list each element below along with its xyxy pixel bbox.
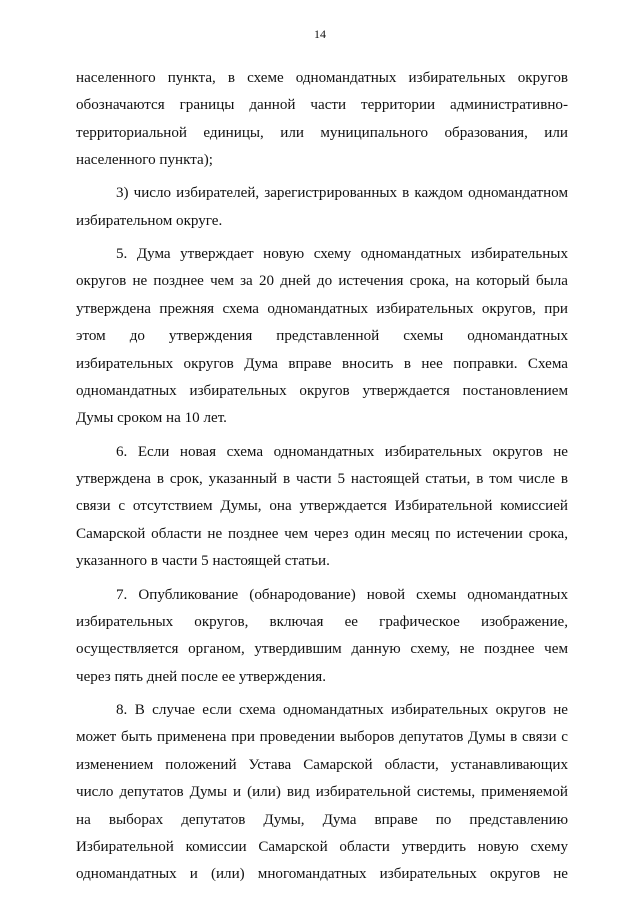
text-line: одномандатных избирательных округов утверждается постановлением: [76, 383, 568, 400]
text-line: может быть применена при проведении выборов депутатов Думы в связи с: [76, 729, 568, 746]
text-line: населенного пункта);: [76, 152, 213, 169]
text-line: утверждена прежняя схема одномандатных избирательных округов, при: [76, 300, 568, 317]
page-number: 14: [314, 27, 326, 41]
text-line: осуществляется органом, утвердившим данную схему, не позднее чем: [76, 641, 568, 658]
paragraph-part-5: [76, 241, 568, 433]
text-line: изменением положений Устава Самарской области, устанавливающих: [76, 756, 568, 773]
paragraph-part-8: [76, 697, 568, 889]
text-line: округов не позднее чем за 20 дней до истечения срока, на который была: [76, 273, 568, 290]
text-line: через пять дней после ее утверждения.: [76, 668, 327, 685]
paragraph-part-6: [76, 439, 568, 576]
text-line: утверждена в срок, указанный в части 5 настоящей статьи, в том числе в: [76, 471, 568, 488]
text-line: число депутатов Думы и (или) вид избирательной системы, применяемой: [76, 784, 568, 801]
text-line: 7. Опубликование (обнародование) новой схемы одномандатных: [116, 586, 568, 603]
text-line: связи с отсутствием Думы, она утверждается Избирательной комиссией: [76, 498, 568, 515]
text-line: Избирательной комиссии Самарской области утвердить новую схему: [76, 838, 568, 855]
paragraph-continuation: [76, 65, 568, 175]
text-line: населенного пункта, в схеме одномандатных избирательных округов: [76, 70, 568, 86]
text-line: территориальной единицы, или муниципального образования, или: [76, 124, 568, 141]
text-line: одномандатных и (или) многомандатных избирательных округов не: [76, 866, 568, 883]
text-line: 5. Дума утверждает новую схему одномандатных избирательных: [116, 246, 568, 263]
text-line: на выборах депутатов Думы, Дума вправе по представлению: [76, 811, 568, 828]
text-line: обозначаются границы данной части территории административно-: [76, 97, 568, 114]
paragraph-part-7: [76, 582, 568, 692]
text-line: этом до утверждения представленной схемы одномандатных: [76, 328, 568, 345]
text-line: указанного в части 5 настоящей статьи.: [76, 553, 330, 570]
text-line: избирательном округе.: [76, 212, 223, 229]
text-line: Самарской области не позднее чем через один месяц по истечении срока,: [76, 525, 568, 542]
text-line: 8. В случае если схема одномандатных избирательных округов не: [116, 701, 568, 718]
text-line: 3) число избирателей, зарегистрированных в каждом одномандатном: [116, 185, 568, 202]
paragraph-item-3: [76, 180, 568, 235]
document-body: [76, 65, 568, 889]
text-line: Думы сроком на 10 лет.: [76, 410, 227, 427]
text-line: 6. Если новая схема одномандатных избирательных округов не: [116, 443, 568, 460]
text-line: избирательных округов, включая ее графическое изображение,: [76, 613, 568, 630]
text-line: избирательных округов Дума вправе вносить в нее поправки. Схема: [76, 355, 568, 372]
